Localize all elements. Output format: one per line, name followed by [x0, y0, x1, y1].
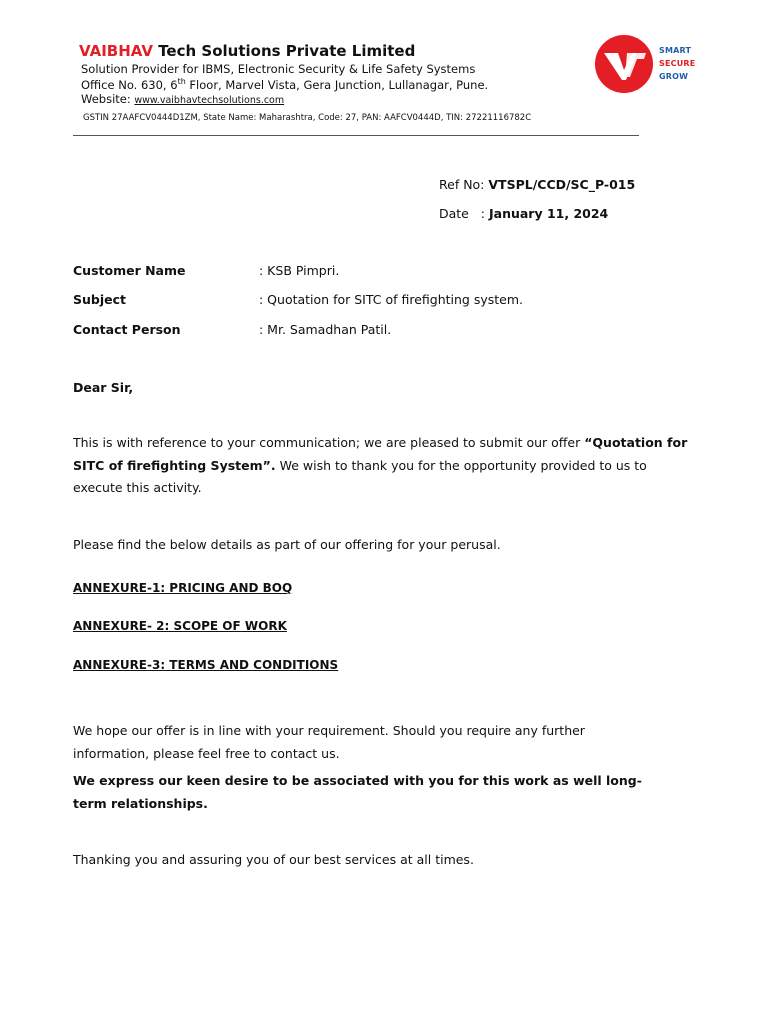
customer-name-label: Customer Name	[73, 263, 186, 278]
website-link[interactable]: www.vaibhavtechsolutions.com	[134, 95, 285, 106]
company-address: Office No. 630, 6th Floor, Marvel Vista, Gera Junction, Lullanagar, Pune.	[81, 77, 489, 92]
salutation: Dear Sir,	[73, 380, 134, 395]
logo-tag-secure: SECURE	[659, 59, 696, 68]
logo-tag-smart: SMART	[659, 46, 692, 55]
annexure-2-link[interactable]: ANNEXURE- 2: SCOPE OF WORK	[73, 619, 287, 633]
header-divider	[73, 135, 639, 136]
details-paragraph: Please find the below details as part of our offering for your perusal.	[73, 537, 501, 552]
subject-label: Subject	[73, 292, 126, 307]
company-brand: VAIBHAV	[79, 42, 153, 60]
company-website	[81, 92, 284, 106]
gstin-line: GSTIN 27AAFCV0444D1ZM, State Name: Maharashtra, Code: 27, PAN: AAFCV0444D, TIN: 27221116782C	[83, 113, 532, 123]
subject-value: : Quotation for SITC of firefighting system.	[259, 292, 524, 307]
annexure-1-link[interactable]: ANNEXURE-1: PRICING AND BOQ	[73, 581, 293, 595]
logo-tag-grow: GROW	[659, 72, 689, 81]
intro-paragraph: This is with reference to your communication; we are pleased to submit our offer “Quotation for SITC of firefighting System”. We wish to thank you for the opportunity provided to us to execute this activity.	[73, 435, 688, 495]
contact-person-value: : Mr. Samadhan Patil.	[259, 322, 392, 337]
desire-paragraph: We express our keen desire to be associated with you for this work as well long-term relationships.	[73, 773, 642, 811]
company-name-rest: Tech Solutions Private Limited	[152, 42, 416, 60]
website-label: Website:	[81, 92, 135, 106]
annexure-3-link[interactable]: ANNEXURE-3: TERMS AND CONDITIONS	[73, 658, 339, 672]
customer-name-value: : KSB Pimpri.	[259, 263, 340, 278]
hope-paragraph: We hope our offer is in line with your requirement. Should you require any further information, please feel free to contact us.	[73, 723, 585, 761]
company-tagline: Solution Provider for IBMS, Electronic Security & Life Safety Systems	[81, 62, 476, 76]
closing-paragraph: Thanking you and assuring you of our best services at all times.	[73, 852, 474, 867]
company-name	[79, 42, 415, 60]
ref-date: Date : January 11, 2024	[439, 206, 609, 221]
company-logo-icon	[594, 34, 654, 94]
contact-person-label: Contact Person	[73, 322, 181, 337]
ref-number: Ref No: VTSPL/CCD/SC_P-015	[439, 177, 636, 192]
